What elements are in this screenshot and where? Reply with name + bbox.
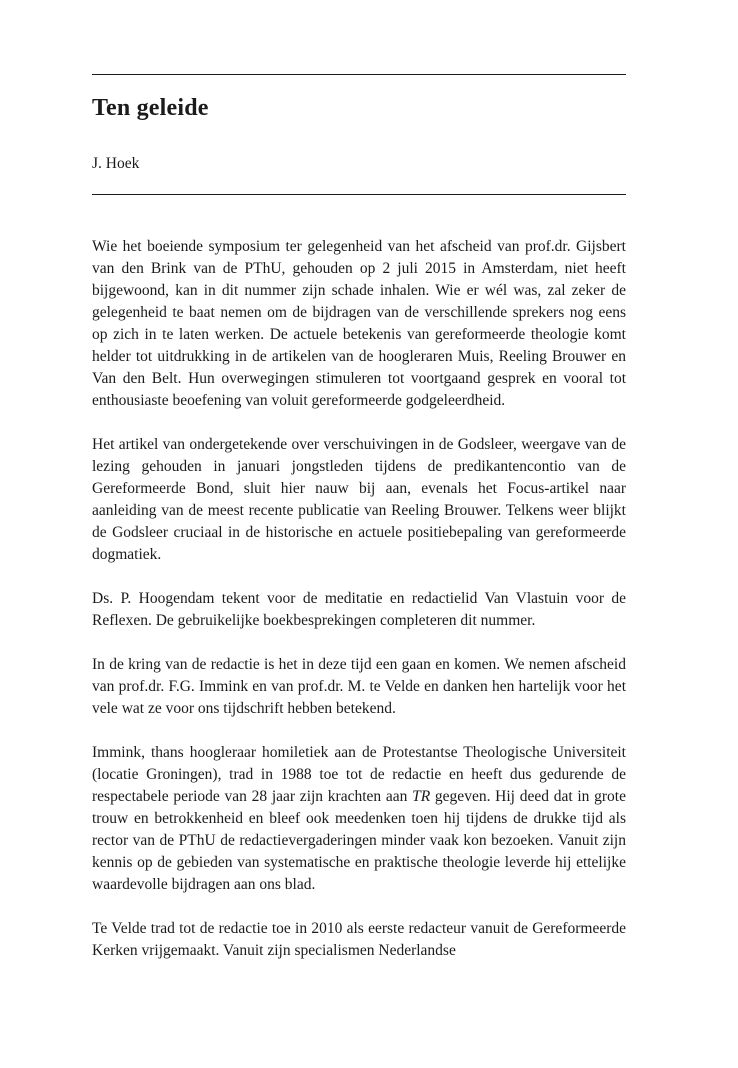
text-run: Te Velde trad tot de redactie toe in 2010 als eerste redacteur vanuit de Gereformeerde Kerken vrijgemaakt. Vanuit zijn specialismen Nederlandse (92, 920, 626, 959)
paragraph (92, 434, 626, 566)
paragraph (92, 918, 626, 962)
italic-text-run: TR (412, 788, 431, 805)
paragraph (92, 236, 626, 412)
text-run: Wie het boeiende symposium ter gelegenheid van het afscheid van prof.dr. Gijsbert van den Brink van de PThU, gehouden op 2 juli 2015 in Amsterdam, niet heeft bijgewoond, kan in dit nummer zijn schade inhalen. Wie er wél was, zal zeker de gelegenheid te baat nemen om de bijdragen van de verschillende sprekers nog eens op zich in te laten werken. De actuele betekenis van gereformeerde theologie komt helder tot uitdrukking in de artikelen van de hoogleraren Muis, Reeling Brouwer en Van den Belt. Hun overwegingen stimuleren tot voortgaand gesprek en vooral tot enthousiaste beoefening van voluit gereformeerde godgeleerdheid. (92, 238, 626, 409)
text-column (92, 0, 626, 984)
page-title: Ten geleide (92, 95, 209, 121)
text-run: Het artikel van ondergetekende over verschuivingen in de Godsleer, weergave van de lezing gehouden in januari jongstleden tijdens de predikantencontio van de Gereformeerde Bond, sluit hier nauw bij aan, evenals het Focus-artikel naar aanleiding van de meest recente publicatie van Reeling Brouwer. Telkens weer blijkt de Godsleer cruciaal in de historische en actuele positiebepaling van gereformeerde dogmatiek. (92, 436, 626, 563)
text-run: Immink, thans hoogleraar homiletiek aan de Protestantse Theologische Universiteit (locatie Groningen), trad in 1988 toe tot de redactie en heeft dus gedurende de respectabele periode van 28 jaar zijn krachten aan (92, 744, 626, 805)
paragraph (92, 654, 626, 720)
paragraph (92, 742, 626, 896)
text-run: In de kring van de redactie is het in deze tijd een gaan en komen. We nemen afscheid van prof.dr. F.G. Immink en van prof.dr. M. te Velde en danken hen hartelijk voor het vele wat ze voor ons tijdschrift hebben betekend. (92, 656, 626, 717)
paragraph (92, 588, 626, 632)
text-run: gegeven. Hij deed dat in grote trouw en betrokkenheid en bleef ook meedenken toen hij tijdens de drukke tijd als rector van de PThU de redactievergaderingen minder vaak kon bezoeken. Vanuit zijn kennis op de gebieden van systematische en praktische theologie leverde hij ettelijke waardevolle bijdragen aan ons blad. (92, 788, 626, 893)
text-run: Ds. P. Hoogendam tekent voor de meditatie en redactielid Van Vlastuin voor de Reflexen. De gebruikelijke boekbesprekingen completeren dit nummer. (92, 590, 626, 629)
author-name: J. Hoek (92, 155, 140, 172)
body-text (92, 236, 626, 962)
top-rule (92, 74, 626, 75)
header-rule (92, 194, 626, 195)
